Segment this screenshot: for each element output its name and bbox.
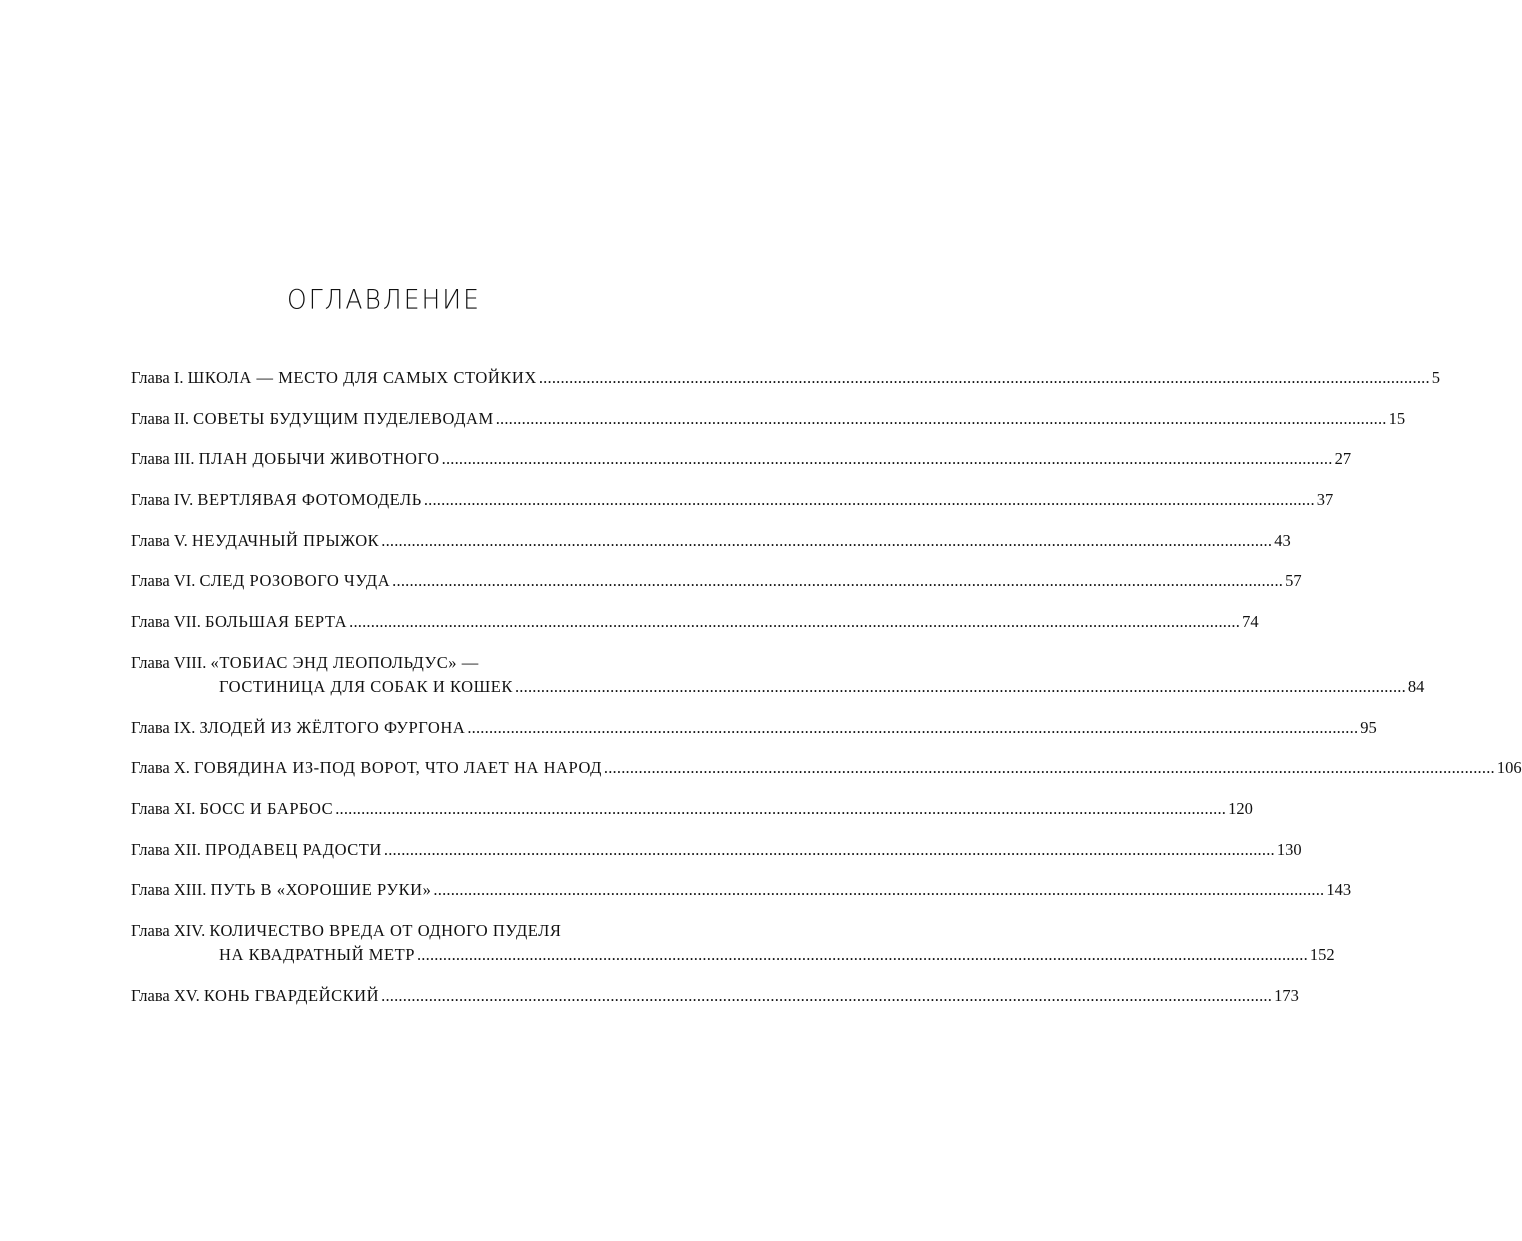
dot-leader (384, 838, 1275, 862)
dot-leader (539, 366, 1430, 390)
chapter-title: БОЛЬШАЯ БЕРТА (205, 612, 348, 632)
chapter-title: ПЛАН ДОБЫЧИ ЖИВОТНОГО (198, 449, 440, 469)
page-number: 143 (1326, 880, 1352, 900)
chapter-title: СЛЕД РОЗОВОГО ЧУДА (199, 571, 391, 591)
chapter-title: СОВЕТЫ БУДУЩИМ ПУДЕЛЕВОДАМ (193, 408, 494, 428)
toc-entry[interactable] (131, 569, 1302, 593)
dot-leader (392, 569, 1283, 593)
dot-leader (442, 447, 1333, 471)
dot-leader (381, 529, 1272, 553)
page-number: 74 (1242, 612, 1259, 632)
chapter-label: Глава V. (131, 530, 188, 550)
chapter-title: КОЛИЧЕСТВО ВРЕДА ОТ ОДНОГО ПУДЕЛЯ (209, 920, 562, 940)
chapter-title: БОСС И БАРБОС (199, 798, 334, 818)
page-number: 57 (1285, 571, 1302, 591)
chapter-label: Глава IV. (131, 490, 194, 510)
chapter-label: Глава VII. (131, 612, 201, 632)
page-title: ОГЛАВЛЕНИЕ (287, 284, 481, 315)
toc-entry[interactable] (131, 838, 1302, 862)
chapter-label: Глава VI. (131, 571, 196, 591)
chapter-label: Глава XII. (131, 839, 201, 859)
chapter-label: Глава XIII. (131, 880, 207, 900)
chapter-label: Глава VIII. (131, 652, 207, 672)
toc-entry[interactable] (131, 366, 1441, 390)
toc-entry[interactable] (131, 919, 1335, 967)
chapter-title-continued: ГОСТИНИЦА ДЛЯ СОБАК И КОШЕК (219, 676, 513, 696)
toc-list (131, 366, 1522, 1008)
toc-entry[interactable] (131, 529, 1291, 553)
chapter-title: НЕУДАЧНЫЙ ПРЫЖОК (191, 530, 380, 550)
dot-leader (349, 610, 1240, 634)
toc-entry[interactable] (131, 797, 1253, 821)
chapter-label: Глава IX. (131, 717, 196, 737)
dot-leader (515, 675, 1406, 699)
page-number: 95 (1360, 717, 1377, 737)
dot-leader (381, 984, 1272, 1008)
chapter-title-continued: НА КВАДРАТНЫЙ МЕТР (219, 944, 415, 964)
page-number: 43 (1274, 530, 1291, 550)
chapter-label: Глава II. (131, 408, 189, 428)
chapter-label: Глава X. (131, 758, 190, 778)
chapter-label: Глава XIV. (131, 920, 206, 940)
toc-entry[interactable] (131, 488, 1334, 512)
dot-leader (335, 797, 1226, 821)
chapter-label: Глава III. (131, 449, 195, 469)
toc-entry[interactable] (131, 447, 1352, 471)
toc-entry[interactable] (131, 878, 1352, 902)
page-number: 27 (1334, 449, 1352, 469)
page-number: 5 (1431, 368, 1441, 387)
toc-entry[interactable] (131, 756, 1522, 780)
chapter-label: Глава XV. (131, 985, 200, 1005)
toc-entry[interactable] (131, 984, 1299, 1008)
page-number: 130 (1276, 839, 1302, 859)
chapter-title: ГОВЯДИНА ИЗ-ПОД ВОРОТ, ЧТО ЛАЕТ НА НАРОД (194, 758, 602, 778)
chapter-title: «ТОБИАС ЭНД ЛЕОПОЛЬДУС» — (210, 652, 479, 672)
page-number: 15 (1388, 408, 1406, 428)
toc-entry[interactable] (131, 610, 1259, 634)
chapter-label: Глава XI. (131, 798, 196, 818)
dot-leader (604, 756, 1495, 780)
page-number: 106 (1496, 758, 1522, 778)
dot-leader (496, 407, 1387, 431)
page-number: 173 (1274, 985, 1299, 1005)
chapter-title: ПРОДАВЕЦ РАДОСТИ (205, 839, 382, 859)
dot-leader (417, 943, 1308, 967)
page-number: 84 (1407, 676, 1425, 696)
page-number: 120 (1228, 798, 1253, 818)
toc-entry[interactable] (131, 651, 1425, 699)
page-number: 152 (1309, 944, 1335, 964)
dot-leader (467, 716, 1358, 740)
toc-entry[interactable] (131, 407, 1406, 431)
chapter-title: ПУТЬ В «ХОРОШИЕ РУКИ» (210, 880, 432, 900)
dot-leader (433, 878, 1324, 902)
dot-leader (424, 488, 1315, 512)
toc-entry[interactable] (131, 716, 1377, 740)
chapter-label: Глава I. (131, 368, 184, 387)
page-number: 37 (1316, 490, 1334, 510)
chapter-title: КОНЬ ГВАРДЕЙСКИЙ (203, 985, 380, 1005)
chapter-title: ШКОЛА — МЕСТО ДЛЯ САМЫХ СТОЙКИХ (187, 368, 537, 387)
chapter-title: ВЕРТЛЯВАЯ ФОТОМОДЕЛЬ (197, 490, 422, 510)
chapter-title: ЗЛОДЕЙ ИЗ ЖЁЛТОГО ФУРГОНА (199, 717, 466, 737)
